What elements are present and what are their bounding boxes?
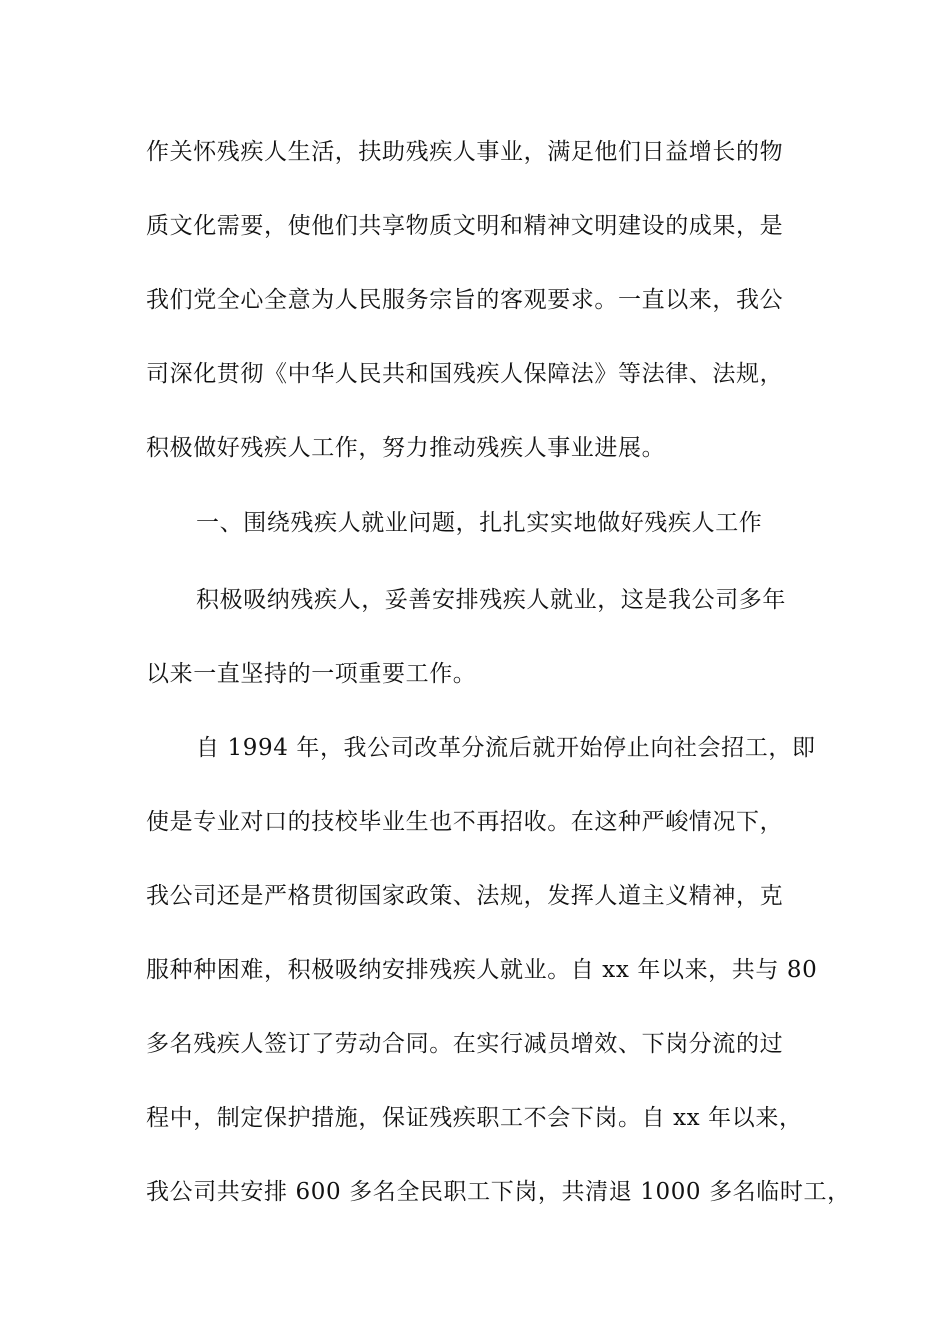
paragraph-line: 作关怀残疾人生活，扶助残疾人事业，满足他们日益增长的物 xyxy=(146,139,784,165)
paragraph-line: 多名残疾人签订了劳动合同。在实行减员增效、下岗分流的过 xyxy=(146,1031,784,1057)
paragraph-line: 服种种困难，积极吸纳安排残疾人就业。自 xx 年以来，共与 80 xyxy=(146,957,818,983)
paragraph-line: 以来一直坚持的一项重要工作。 xyxy=(146,661,477,687)
paragraph-line: 质文化需要，使他们共享物质文明和精神文明建设的成果，是 xyxy=(146,213,784,239)
paragraph-line: 积极做好残疾人工作，努力推动残疾人事业进展。 xyxy=(146,435,666,461)
paragraph-line: 积极吸纳残疾人，妥善安排残疾人就业，这是我公司多年 xyxy=(196,587,786,613)
paragraph-line: 使是专业对口的技校毕业生也不再招收。在这种严峻情况下， xyxy=(146,809,784,835)
paragraph-line: 我公司还是严格贯彻国家政策、法规，发挥人道主义精神，克 xyxy=(146,883,784,909)
paragraph-line: 我们党全心全意为人民服务宗旨的客观要求。一直以来，我公 xyxy=(146,287,784,313)
paragraph-line: 自 1994 年，我公司改革分流后就开始停止向社会招工，即 xyxy=(196,735,816,761)
section-heading: 一、围绕残疾人就业问题，扎扎实实地做好残疾人工作 xyxy=(196,510,763,536)
paragraph-line: 我公司共安排 600 多名全民职工下岗，共清退 1000 多名临时工， xyxy=(146,1179,851,1205)
paragraph-line: 程中，制定保护措施，保证残疾职工不会下岗。自 xx 年以来， xyxy=(146,1105,803,1131)
paragraph-line: 司深化贯彻《中华人民共和国残疾人保障法》等法律、法规， xyxy=(146,361,784,387)
